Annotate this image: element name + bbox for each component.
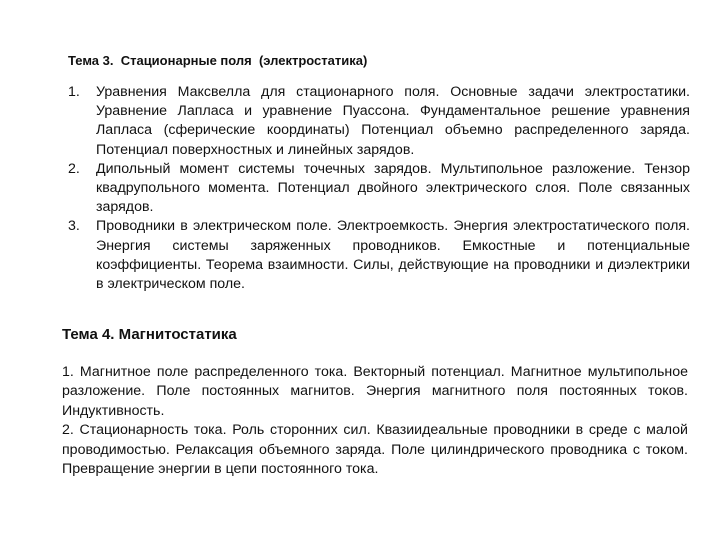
- topic4-title: Тема 4. Магнитостатика: [62, 326, 237, 343]
- item-text: Дипольный момент системы точечных зарядов. Мультипольное разложение. Тензор квадрупольного момента. Потенциал двойного электрического слоя. Поле связанных зарядов.: [96, 160, 690, 216]
- topic4-body: [62, 363, 688, 479]
- topic4-paragraph-1: 1. Магнитное поле распределенного тока. Векторный потенциал. Магнитное мультипольное разложение. Поле постоянных магнитов. Энергия магнитного поля постоянных токов. Индуктивность.: [62, 364, 688, 419]
- item-number: 3.: [68, 218, 80, 235]
- topic3-item-1: [68, 83, 690, 160]
- topic3-item-2: [68, 160, 690, 218]
- topic3-title: Тема 3. Стационарные поля (электростатика): [68, 53, 368, 68]
- topic3-item-3: [68, 217, 690, 294]
- item-number: 2.: [68, 160, 80, 177]
- item-number: 1.: [68, 84, 80, 100]
- item-text: Уравнения Максвелла для стационарного поля. Основные задачи электростатики. Уравнение Лапласа и уравнение Пуассона. Фундаментальное решение уравнения Лапласа (сферические координаты) Потенциал объемно распределенного заряда. Потенциал поверхностных и линейных зарядов.: [96, 84, 690, 158]
- topic3-list: [68, 83, 690, 294]
- item-text: Проводники в электрическом поле. Электроемкость. Энергия электростатического поля. Энергия системы заряженных проводников. Емкостные и потенциальные коэффициенты. Теорема взаимности. Силы, действующие на проводники и диэлектрики в электрическом поле.: [96, 218, 690, 293]
- topic4-paragraph-2: 2. Стационарность тока. Роль сторонних сил. Квазиидеальные проводники в среде с малой проводимостью. Релаксация объемного заряда. Поле цилиндрического проводника с током. Превращение энергии в цепи постоянного тока.: [62, 422, 688, 478]
